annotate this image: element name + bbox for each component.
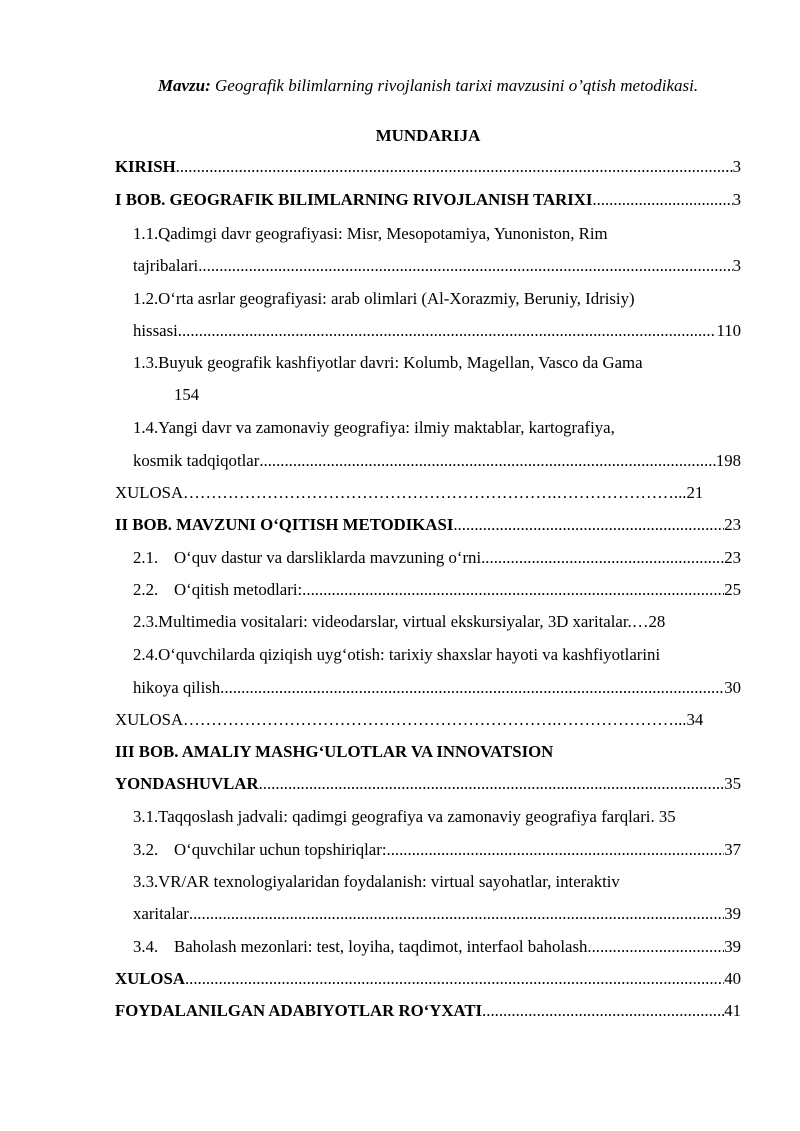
toc-heading: MUNDARIJA xyxy=(375,126,481,145)
section-title: O‘rta asrlar geografiyasi: arab olimlari (Al-Xorazmiy, Beruniy, Idrisiy) xyxy=(158,289,635,308)
section-title-cont: kosmik tadqiqotlar xyxy=(133,451,260,470)
dot-leader xyxy=(387,838,725,862)
toc-entry-page: 110 xyxy=(716,321,741,340)
toc-entry-page: 198 xyxy=(715,451,741,470)
toc-entry-title: YONDASHUVLAR xyxy=(115,774,259,793)
toc-entry-page: 3 xyxy=(732,190,741,209)
toc-entry-3-3-line1[interactable] xyxy=(133,870,620,894)
toc-entry-1-1-line1[interactable] xyxy=(133,222,608,246)
toc-entry-title: XULOSA xyxy=(115,969,185,988)
subject-line xyxy=(0,76,800,96)
toc-entry-2-4-line2[interactable] xyxy=(133,676,741,700)
section-number: 1.3. xyxy=(133,353,159,372)
toc-entry-2-1[interactable] xyxy=(133,546,741,570)
section-title-cont: xaritalar xyxy=(133,904,189,923)
toc-entry-chapter-2[interactable] xyxy=(115,513,741,537)
dot-leader xyxy=(587,935,724,959)
toc-entry-3-3-line2[interactable] xyxy=(133,902,741,926)
dot-leader xyxy=(592,188,732,212)
toc-entry-title: I BOB. GEOGRAFIK BILIMLARNING RIVOJLANISH TARIXI xyxy=(115,190,593,209)
toc-entry-1-2-line1[interactable] xyxy=(133,287,635,311)
section-number: 1.4. xyxy=(133,418,159,437)
toc-entry-page: 35 xyxy=(724,774,741,793)
dot-leader xyxy=(176,155,733,179)
toc-entry-title: FOYDALANILGAN ADABIYOTLAR RO‘YXATI xyxy=(115,1001,483,1020)
section-title: O‘quvchilar uchun topshiriqlar: xyxy=(174,840,387,859)
section-number: 1.1. xyxy=(133,224,159,243)
section-number: 3.4. xyxy=(133,937,159,956)
dot-leader xyxy=(220,676,724,700)
toc-entry-1-4-line2[interactable] xyxy=(133,449,741,473)
toc-entry-1-3-page[interactable]: 154 xyxy=(174,385,200,404)
dot-leader xyxy=(302,578,724,602)
dot-leader xyxy=(481,546,724,570)
section-number: 3.2. xyxy=(133,840,159,859)
toc-entry-page: 39 xyxy=(724,904,741,923)
subject-text: Geografik bilimlarning rivojlanish tarixi mavzusini o’qtish metodikasi. xyxy=(215,76,699,95)
toc-entry-page: 25 xyxy=(724,580,741,599)
toc-entry-chapter-1[interactable] xyxy=(115,188,741,212)
section-title-cont: hikoya qilish xyxy=(133,678,221,697)
section-title: O‘quvchilarda qiziqish uyg‘otish: tarixiy shaxslar hayoti va kashfiyotlarini xyxy=(158,645,661,664)
section-number: 2.1. xyxy=(133,548,159,567)
toc-entry-2-4-line1[interactable] xyxy=(133,643,660,667)
section-title: VR/AR texnologiyalaridan foydalanish: virtual sayohatlar, interaktiv xyxy=(158,872,620,891)
toc-entry-chapter-1-conclusion[interactable]: XULOSA………………………………………………………….…………………...21 xyxy=(115,483,704,502)
toc-entry-chapter-3-line2[interactable] xyxy=(115,772,741,796)
toc-entry-conclusion[interactable] xyxy=(115,967,741,991)
section-title: Yangi davr va zamonaviy geografiya: ilmiy maktablar, kartografiya, xyxy=(158,418,615,437)
section-number: 1.2. xyxy=(133,289,159,308)
section-number: 2.3. xyxy=(133,612,159,631)
toc-entry-page: 23 xyxy=(724,548,741,567)
toc-entry-1-1-line2[interactable] xyxy=(133,254,741,278)
section-title: O‘qitish metodlari: xyxy=(174,580,303,599)
toc-entry-2-3[interactable] xyxy=(133,610,665,634)
section-number: 2.2. xyxy=(133,580,159,599)
section-title: Buyuk geografik kashfiyotlar davri: Kolumb, Magellan, Vasco da Gama xyxy=(158,353,643,372)
toc-entry-page: 3 xyxy=(732,256,741,275)
toc-entry-page: 23 xyxy=(724,515,741,534)
section-title-cont: hissasi xyxy=(133,321,178,340)
dot-leader xyxy=(259,449,716,473)
section-title: Multimedia vositalari: videodarslar, virtual ekskursiyalar, 3D xaritalar.…28 xyxy=(158,612,666,631)
dot-leader xyxy=(178,319,717,343)
toc-entry-page: 40 xyxy=(724,969,741,988)
toc-entry-intro[interactable] xyxy=(115,155,741,179)
section-title: O‘quv dastur va darsliklarda mavzuning o‘rni xyxy=(174,548,482,567)
dot-leader xyxy=(259,772,725,796)
toc-entry-references[interactable] xyxy=(115,999,741,1023)
toc-entry-3-4[interactable] xyxy=(133,935,741,959)
toc-entry-page: 30 xyxy=(724,678,741,697)
toc-entry-page: 39 xyxy=(724,937,741,956)
dot-leader xyxy=(189,902,724,926)
toc-entry-title: KIRISH xyxy=(115,157,176,176)
section-title: Qadimgi davr geografiyasi: Misr, Mesopotamiya, Yunoniston, Rim xyxy=(158,224,608,243)
section-title: Baholash mezonlari: test, loyiha, taqdimot, interfaol baholash xyxy=(174,937,588,956)
dot-leader xyxy=(185,967,724,991)
toc-entry-1-2-line2[interactable] xyxy=(133,319,741,343)
section-number: 2.4. xyxy=(133,645,159,664)
toc-entry-2-2[interactable] xyxy=(133,578,741,602)
toc-entry-page: 37 xyxy=(724,840,741,859)
toc-entry-title: II BOB. MAVZUNI O‘QITISH METODIKASI xyxy=(115,515,454,534)
dot-leader xyxy=(482,999,724,1023)
toc-entry-chapter-2-conclusion[interactable]: XULOSA………………………………………………………….…………………...34 xyxy=(115,710,704,729)
toc-entry-3-1[interactable]: 3.1.Taqqoslash jadvali: qadimgi geografiya va zamonaviy geografiya farqlari. 35 xyxy=(133,807,676,826)
toc-entry-1-4-line1[interactable] xyxy=(133,416,615,440)
subject-label: Mavzu: xyxy=(157,76,211,95)
toc-entry-page: 3 xyxy=(732,157,741,176)
section-title-cont: tajribalari xyxy=(133,256,199,275)
dot-leader xyxy=(198,254,732,278)
toc-entry-3-2[interactable] xyxy=(133,838,741,862)
toc-entry-chapter-3-line1[interactable]: III BOB. AMALIY MASHG‘ULOTLAR VA INNOVATSION xyxy=(115,742,554,761)
section-number: 3.3. xyxy=(133,872,159,891)
dot-leader xyxy=(453,513,724,537)
toc-entry-page: 41 xyxy=(724,1001,741,1020)
toc-entry-1-3-line1[interactable] xyxy=(133,351,643,375)
